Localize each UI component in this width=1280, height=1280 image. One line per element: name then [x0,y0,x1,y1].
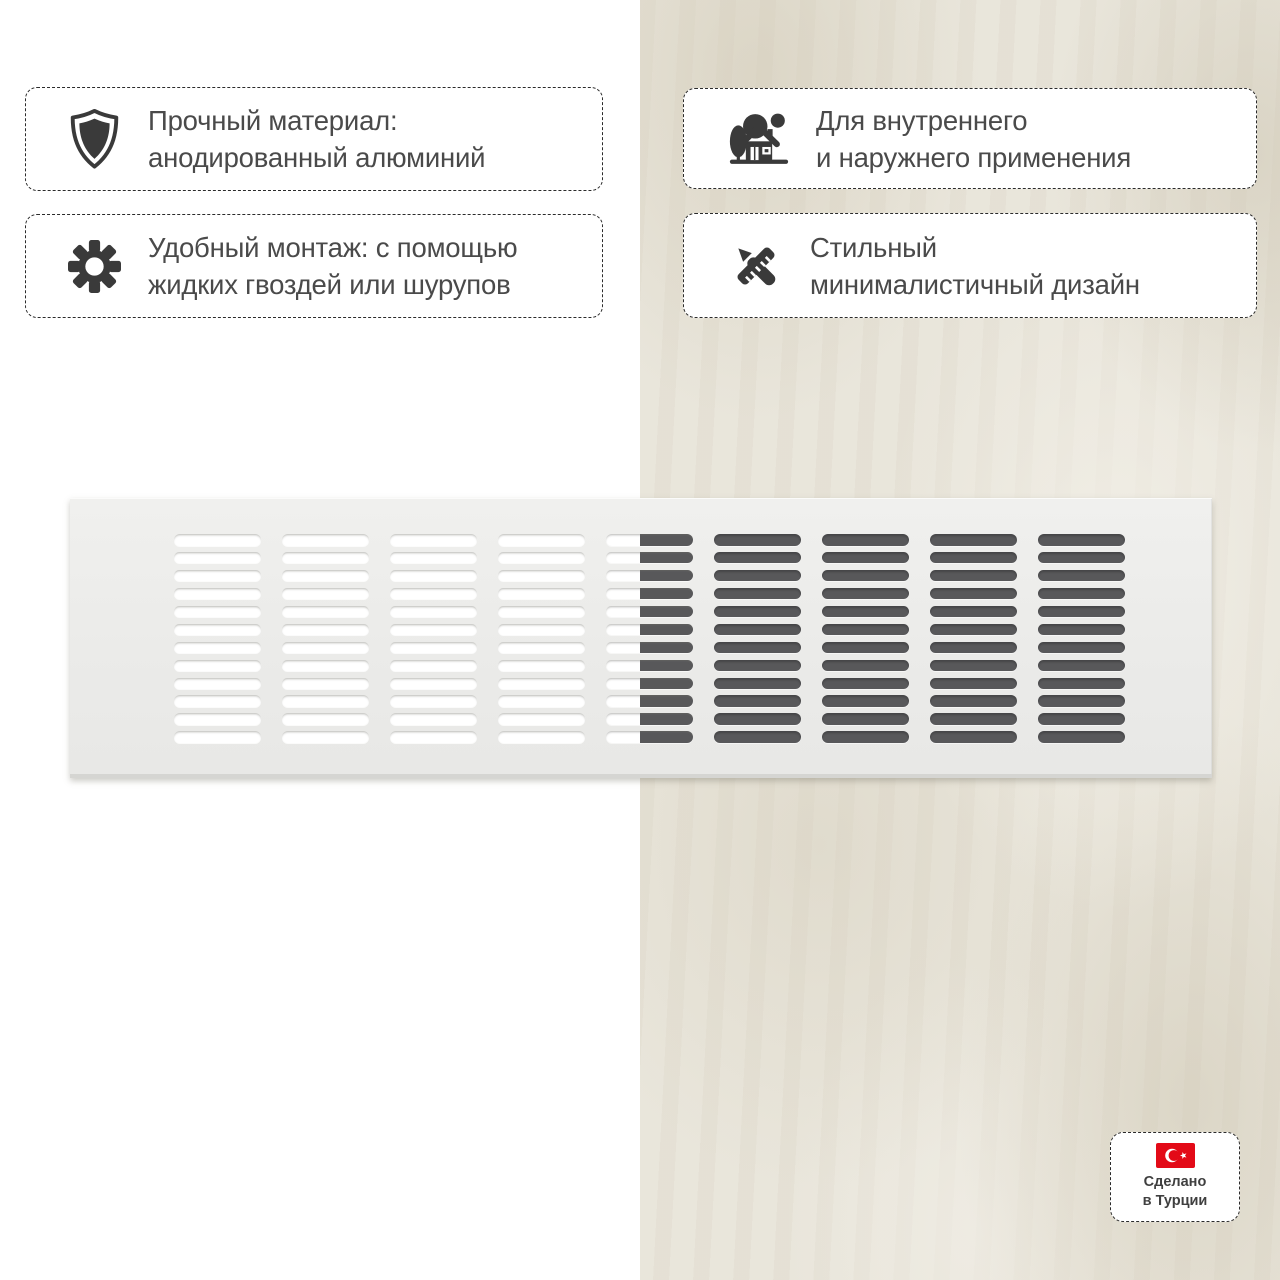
feature-text-line: жидких гвоздей или шурупов [148,269,511,300]
grille-slot [282,660,369,672]
grille-slot [714,642,801,654]
grille-slot [174,552,261,564]
feature-box-montage [25,214,603,318]
grille-slot [174,534,261,546]
grille-slot [1038,642,1125,654]
grille-slot [714,624,801,636]
grille-slot [1038,606,1125,618]
grille-slot [390,731,477,743]
grille-slot [1038,624,1125,636]
grille-slot [390,534,477,546]
grille-slot [498,642,585,654]
house-outdoor-icon [728,110,790,167]
grille-slot [930,713,1017,725]
grille-slot [1038,588,1125,600]
feature-text-line: и наружнего применения [816,141,1132,173]
badge-text-line: в Турции [1142,1193,1208,1209]
grille-slot [174,624,261,636]
grille-slot [930,731,1017,743]
grille-slot [822,606,909,618]
grille-slot [606,731,693,743]
grille-slot [174,660,261,672]
grille-slot [282,695,369,707]
grille-slot [174,642,261,654]
grille-slot [282,624,369,636]
grille-slot [714,552,801,564]
grille-slot [174,731,261,743]
grille-slot [714,570,801,582]
grille-slot [282,731,369,743]
grille-slot [390,660,477,672]
feature-text-line: минималистичный дизайн [810,268,1140,300]
grille-slot [498,731,585,743]
grille-slots [174,534,1125,743]
grille-slot [930,624,1017,636]
grille-slot [714,678,801,690]
grille-slot [822,660,909,672]
grille-slot [1038,552,1125,564]
grille-slot [714,713,801,725]
feature-text-line: Удобный монтаж: с помощью [148,232,518,263]
grille-slot [606,713,693,725]
grille-slot [822,642,909,654]
grille-slot [282,713,369,725]
grille-slot [498,570,585,582]
grille-slot [390,642,477,654]
grille-slot [822,678,909,690]
grille-slot [174,570,261,582]
grille-slot [822,695,909,707]
grille-slot [714,534,801,546]
grille-slot [930,552,1017,564]
grille-slot [282,588,369,600]
grille-slot [282,678,369,690]
grille-slot [930,534,1017,546]
grille-slot [1038,695,1125,707]
grille-slot [714,695,801,707]
grille-slot [174,713,261,725]
grille-slot [390,588,477,600]
grille-slot [498,534,585,546]
grille-slot [498,713,585,725]
grille-slot [282,606,369,618]
grille-slot [282,534,369,546]
grille-slot [822,624,909,636]
grille-slot [498,606,585,618]
grille-slot [714,731,801,743]
made-in-turkey-badge [1110,1132,1240,1222]
grille-slot [822,588,909,600]
grille-slot [498,552,585,564]
grille-slot [1038,534,1125,546]
grille-slot [1038,731,1125,743]
feature-box-design [683,213,1257,318]
badge-text-line: Сделано [1143,1174,1207,1190]
grille-slot [498,678,585,690]
grille-slot [498,695,585,707]
grille-slot [282,570,369,582]
feature-text-line: Прочный материал: [148,105,398,136]
grille-slot [390,713,477,725]
ventilation-grille-plate [70,498,1212,778]
feature-box-usage [683,88,1257,189]
grille-slot [498,624,585,636]
grille-slot [606,642,693,654]
feature-text-line: Стильный [810,231,937,263]
grille-slot [606,660,693,672]
grille-slot [714,588,801,600]
grille-slot [390,695,477,707]
grille-slot [174,678,261,690]
grille-slot [1038,713,1125,725]
grille-slot [390,570,477,582]
grille-slot [822,713,909,725]
grille-slot [822,552,909,564]
grille-slot [282,642,369,654]
grille-slot [390,678,477,690]
grille-slot [174,695,261,707]
grille-slot [606,678,693,690]
grille-slot [498,660,585,672]
grille-slot [822,731,909,743]
grille-slot [930,678,1017,690]
grille-slot [390,624,477,636]
grille-slot [930,570,1017,582]
grille-slot [606,588,693,600]
grille-slot [1038,570,1125,582]
grille-slot [606,534,693,546]
grille-slot [822,570,909,582]
grille-slot [930,606,1017,618]
grille-slot [714,606,801,618]
grille-slot [606,606,693,618]
grille-slot [498,588,585,600]
gear-icon [66,240,122,293]
grille-slot [606,695,693,707]
feature-text-line: Для внутреннего [816,104,1028,136]
grille-slot [930,660,1017,672]
feature-text-line: анодированный алюминий [148,142,486,173]
shield-icon [66,108,122,170]
grille-slot [1038,660,1125,672]
turkey-flag-icon [1156,1143,1195,1168]
grille-slot [1038,678,1125,690]
grille-slot [390,552,477,564]
grille-slot [930,642,1017,654]
grille-slot [606,570,693,582]
grille-slot [930,588,1017,600]
grille-slot [606,552,693,564]
grille-slot [822,534,909,546]
grille-slot [606,624,693,636]
grille-slot [390,606,477,618]
grille-slot [930,695,1017,707]
ruler-pencil-icon [728,238,784,294]
grille-slot [174,606,261,618]
grille-slot [174,588,261,600]
grille-slot [282,552,369,564]
feature-box-material [25,87,603,191]
grille-slot [714,660,801,672]
